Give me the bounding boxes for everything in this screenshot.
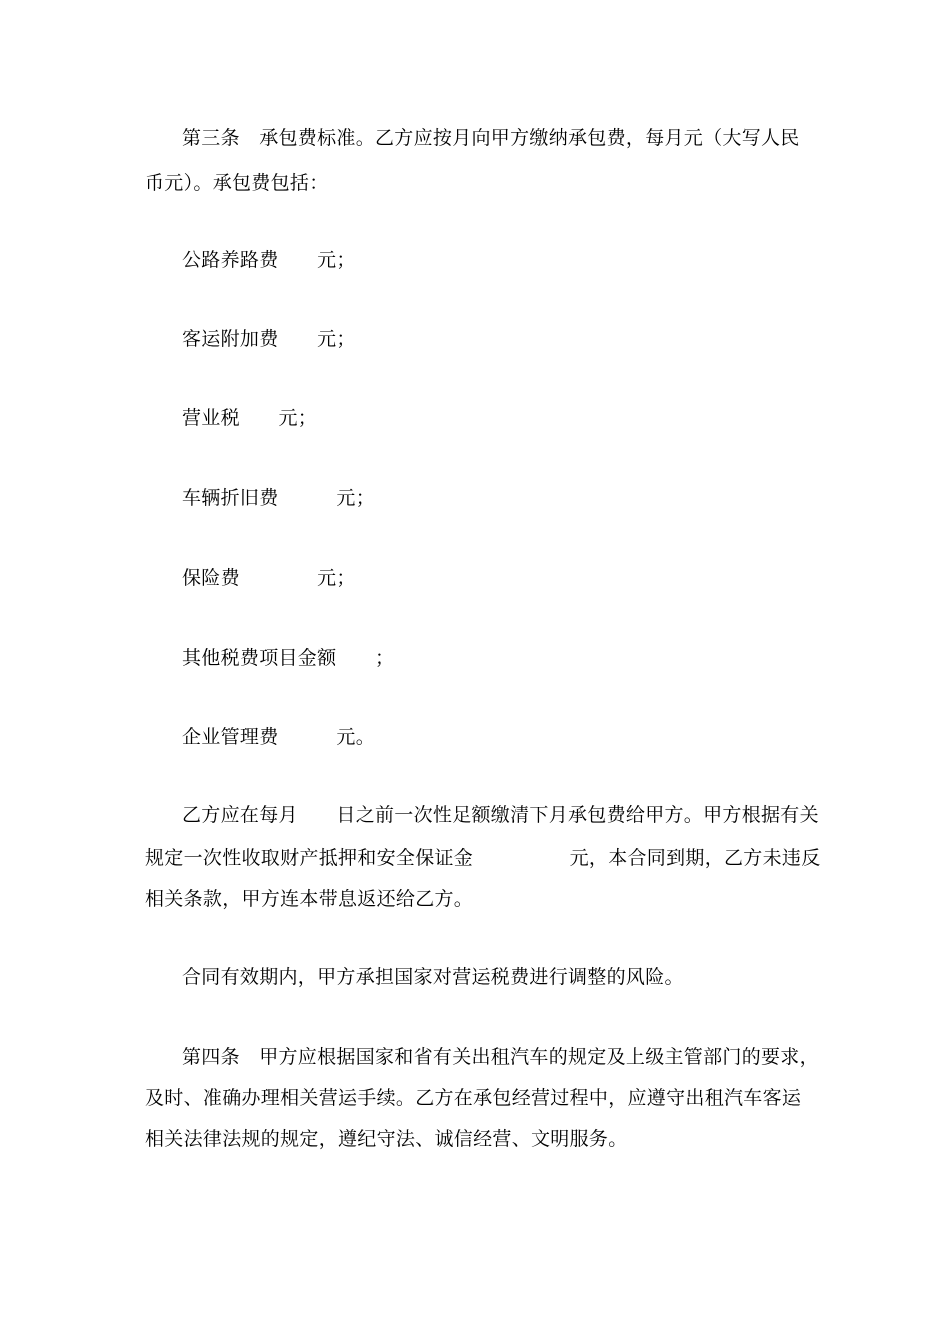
fee-item-passenger-surcharge: 客运附加费 元； bbox=[182, 328, 356, 350]
payment-line-2: 规定一次性收取财产抵押和安全保证金 元，本合同到期，乙方未违反 bbox=[145, 847, 821, 869]
fee-item-depreciation: 车辆折旧费 元； bbox=[182, 487, 376, 509]
fee-item-business-tax: 营业税 元； bbox=[182, 407, 318, 429]
article-4-line-2: 及时、准确办理相关营运手续。乙方在承包经营过程中，应遵守出租汽车客运 bbox=[145, 1087, 802, 1109]
risk-paragraph: 合同有效期内，甲方承担国家对营运税费进行调整的风险。 bbox=[182, 966, 684, 988]
fee-item-other-taxes: 其他税费项目金额 ； bbox=[182, 647, 395, 669]
article-3-line-2: 币元）。承包费包括： bbox=[145, 172, 329, 194]
fee-item-road-maintenance: 公路养路费 元； bbox=[182, 249, 356, 271]
article-3-line-1: 第三条 承包费标准。乙方应按月向甲方缴纳承包费，每月元（大写人民 bbox=[182, 127, 800, 149]
payment-line-1: 乙方应在每月 日之前一次性足额缴清下月承包费给甲方。甲方根据有关 bbox=[182, 804, 819, 826]
payment-line-3: 相关条款，甲方连本带息返还给乙方。 bbox=[145, 888, 474, 910]
article-4-line-1: 第四条 甲方应根据国家和省有关出租汽车的规定及上级主管部门的要求， bbox=[182, 1046, 819, 1068]
article-4-line-3: 相关法律法规的规定，遵纪守法、诚信经营、文明服务。 bbox=[145, 1128, 628, 1150]
fee-item-insurance: 保险费 元； bbox=[182, 567, 356, 589]
fee-item-management: 企业管理费 元。 bbox=[182, 726, 376, 748]
